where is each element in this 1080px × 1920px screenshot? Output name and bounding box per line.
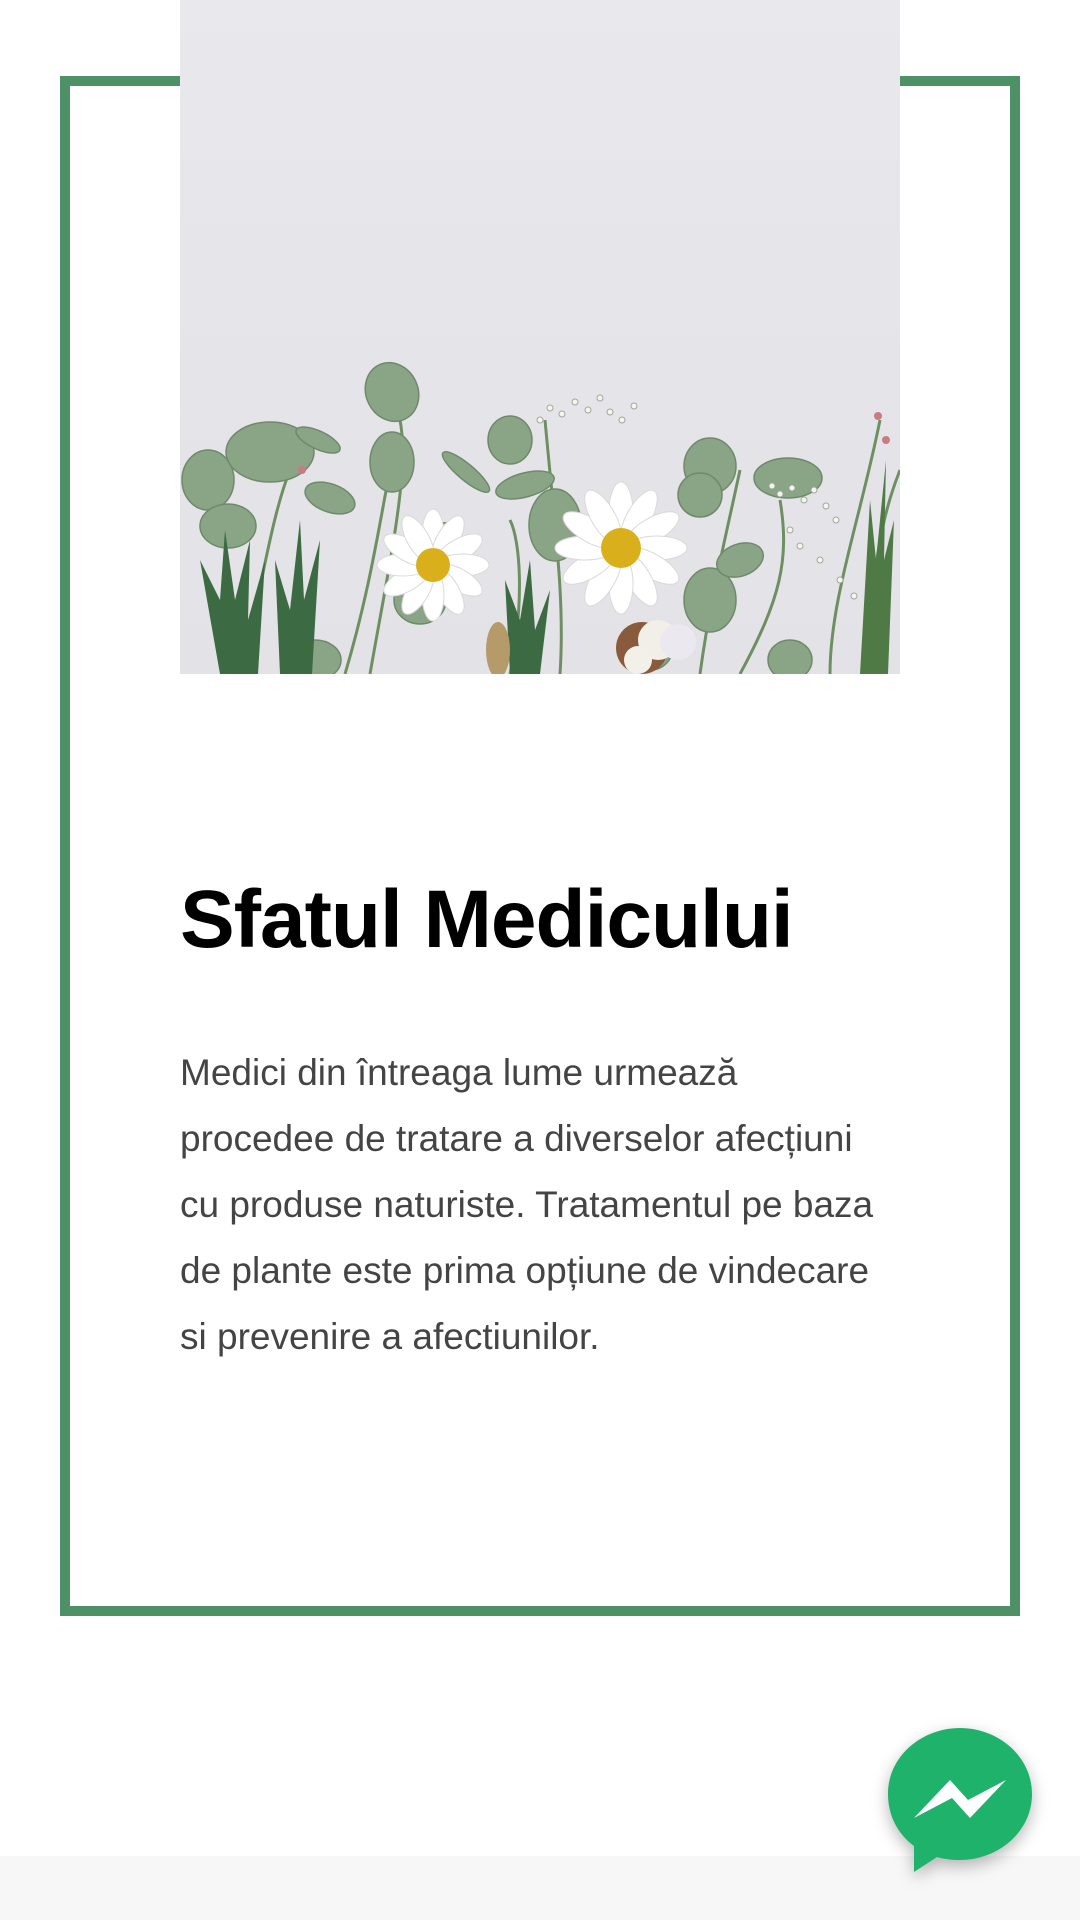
description-text: Medici din întreaga lume urmează procedee de tratare a diverselor afecțiuni cu produse naturiste. Tratamentul pe baza de plante este prima opțiune de vindecare si prevenire a afectiunilor. xyxy=(180,1052,874,1357)
flowers-illustration xyxy=(180,0,900,674)
hero-image xyxy=(180,0,900,674)
page-title: Sfatul Medicului xyxy=(180,874,793,965)
messenger-chat-button[interactable] xyxy=(884,1724,1036,1876)
messenger-icon xyxy=(884,1724,1036,1876)
